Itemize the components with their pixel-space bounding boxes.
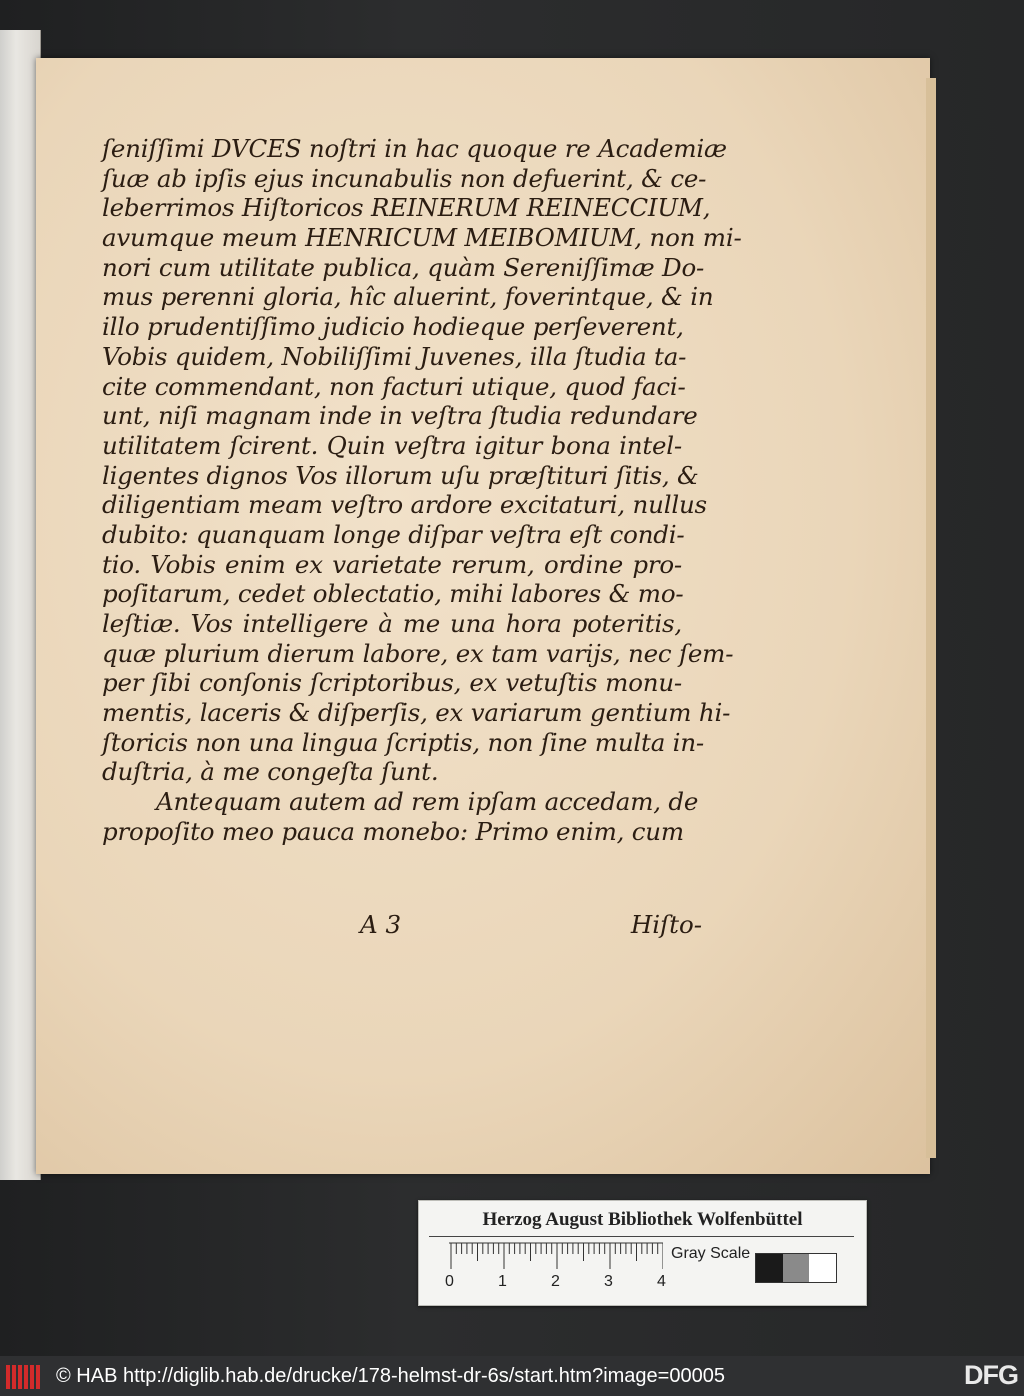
- text-line: nori cum utilitate publica, quàm Sereniſſimæ Do-: [102, 252, 705, 282]
- book-page: [36, 58, 930, 1174]
- signature-mark: A 3: [360, 910, 402, 939]
- text-line: duſtria, à me congeſta ſunt.: [102, 757, 439, 787]
- text-line: avumque meum HENRICUM MEIBOMIUM, non mi-: [102, 223, 742, 253]
- page-footer: [102, 910, 702, 940]
- text-line: Antequam autem ad rem ipſam accedam, de: [156, 787, 699, 817]
- ruler-numbers: [441, 1273, 681, 1293]
- ruler-number: 0: [445, 1273, 454, 1290]
- swatch-black: [756, 1254, 783, 1282]
- text-line: ligentes dignos Vos illorum uſu præſtituri ſitis, &: [102, 460, 699, 490]
- hab-logo-icon: [6, 1365, 44, 1389]
- text-line: leſtiæ. Vos intelligere à me una hora poteritis,: [102, 609, 682, 638]
- text-line: ſtoricis non una lingua ſcriptis, non ſine multa in-: [102, 727, 704, 757]
- text-line: tio. Vobis enim ex varietate rerum, ordine pro-: [102, 549, 682, 579]
- gray-scale-label: Gray Scale: [671, 1245, 751, 1262]
- text-line: per ſibi conſonis ſcriptoribus, ex vetuſtis monu-: [102, 668, 682, 698]
- library-name: Herzog August Bibliothek Wolfenbüttel: [482, 1209, 803, 1230]
- dfg-logo: DFG: [964, 1360, 1018, 1390]
- ruler-number: 4: [657, 1273, 666, 1290]
- text-line: poſitarum, cedet oblectatio, mihi labores & mo-: [102, 579, 684, 609]
- swatch-white: [809, 1254, 836, 1282]
- text-line: ſuæ ab ipſis ejus incunabulis non defuerint, & ce-: [102, 163, 707, 193]
- color-scale-card: [418, 1200, 867, 1306]
- viewer-footer-bar: [0, 1356, 1024, 1396]
- text-line: diligentiam meam veſtro ardore excitaturi, nullus: [102, 490, 707, 520]
- text-line: Vobis quidem, Nobiliſſimi Juvenes, illa ſtudia ta-: [102, 341, 687, 371]
- text-line: utilitatem ſcirent. Quin veſtra igitur bona intel-: [102, 430, 682, 460]
- text-line: mentis, laceris & diſperſis, ex variarum gentium hi-: [102, 698, 731, 728]
- text-line: ſeniſſimi DVCES noſtri in hac quoque re Academiæ: [102, 134, 727, 163]
- text-line: illo prudentiſſimo judicio hodieque perſeverent,: [102, 312, 684, 342]
- text-line: cite commendant, non facturi utique, quod faci-: [102, 371, 686, 401]
- catchword: Hiſto-: [630, 910, 702, 939]
- page-edge: [926, 78, 936, 1158]
- card-divider: [429, 1236, 854, 1237]
- ruler-number: 3: [604, 1273, 613, 1290]
- text-line: mus perenni gloria, hîc aluerint, foverintque, & in: [102, 282, 714, 312]
- ruler-icon: [449, 1241, 663, 1271]
- copyright-link[interactable]: © HAB http://diglib.hab.de/drucke/178-helmst-dr-6s/start.htm?image=00005: [56, 1365, 725, 1387]
- ruler-number: 1: [498, 1273, 507, 1290]
- text-line: unt, niſi magnam inde in veſtra ſtudia redundare: [102, 401, 698, 431]
- text-line: quæ plurium dierum labore, ex tam varijs, nec ſem-: [102, 638, 734, 668]
- text-line: leberrimos Hiſtoricos REINERUM REINECCIUM,: [102, 193, 711, 223]
- text-line: dubito: quanquam longe diſpar veſtra eſt condi-: [102, 519, 685, 549]
- gray-scale-swatches: [755, 1253, 837, 1283]
- page-text: [102, 134, 742, 847]
- ruler-number: 2: [551, 1273, 560, 1290]
- text-line: propoſito meo pauca monebo: Primo enim, cum: [102, 816, 684, 846]
- swatch-gray: [783, 1254, 810, 1282]
- left-page-edge: [0, 30, 41, 1180]
